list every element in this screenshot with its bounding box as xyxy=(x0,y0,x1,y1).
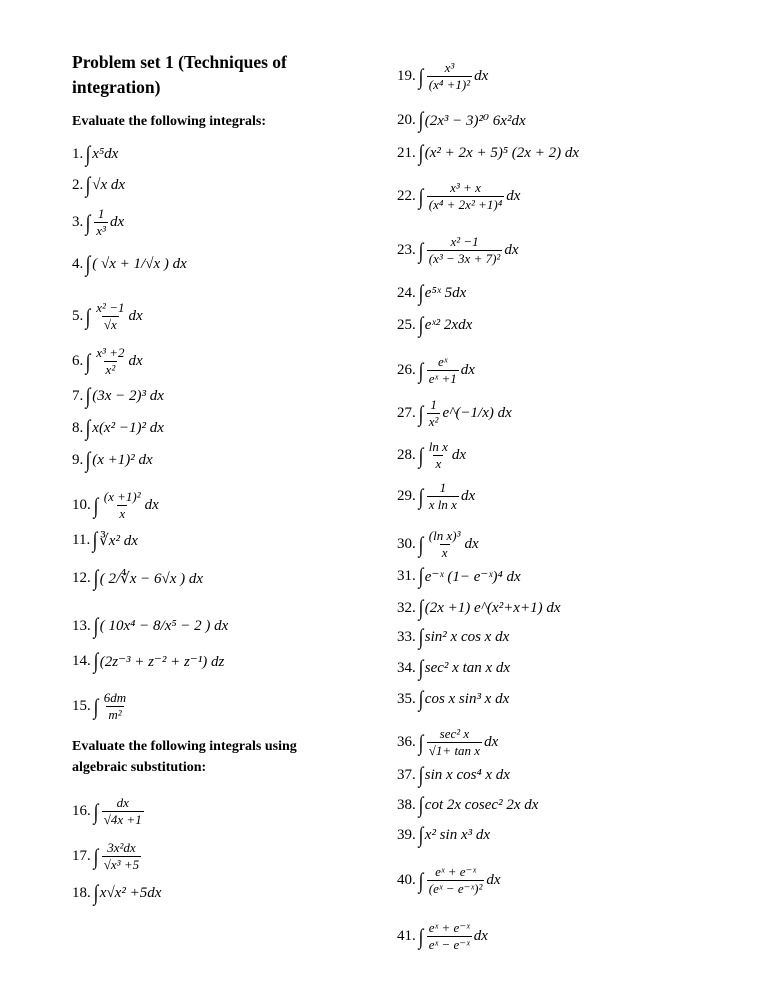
integral-sign-icon: ∫ xyxy=(418,655,424,680)
problem-number: 18. xyxy=(72,884,91,901)
denominator: (x⁴ +1)² xyxy=(428,77,471,92)
problem-number: 34. xyxy=(397,659,416,676)
integrand: dx xyxy=(474,68,489,84)
integrand: x(x² −1)² dx xyxy=(92,419,164,436)
integral-sign-icon: ∫ xyxy=(93,565,99,590)
problem-18 xyxy=(72,882,161,904)
fraction xyxy=(427,920,472,953)
integrand: dx xyxy=(460,362,475,378)
problem-31 xyxy=(397,565,521,587)
numerator: 1 xyxy=(439,480,447,495)
integral-sign-icon: ∫ xyxy=(93,492,99,518)
numerator: x³ +2 xyxy=(96,345,125,360)
problem-26 xyxy=(397,354,475,387)
fraction xyxy=(427,234,503,267)
problem-36 xyxy=(397,726,498,759)
problem-number: 25. xyxy=(397,316,416,333)
numerator: ln x xyxy=(428,439,448,454)
numerator: 6dm xyxy=(103,690,127,705)
problem-12 xyxy=(72,567,203,589)
problem-number: 27. xyxy=(397,405,416,421)
problem-5 xyxy=(72,300,143,333)
problem-number: 29. xyxy=(397,488,416,504)
problem-2 xyxy=(72,174,125,196)
problem-number: 9. xyxy=(72,451,84,468)
integrand: x² sin x³ dx xyxy=(424,826,491,843)
problem-number: 24. xyxy=(397,284,416,301)
integral-sign-icon: ∫ xyxy=(85,172,91,197)
problem-4 xyxy=(72,253,187,275)
problem-number: 41. xyxy=(397,928,416,944)
problem-number: 12. xyxy=(72,569,91,586)
fraction xyxy=(427,397,441,430)
numerator: 3x²dx xyxy=(107,840,136,855)
problem-number: 31. xyxy=(397,567,416,584)
fraction xyxy=(94,345,126,378)
integral-sign-icon: ∫ xyxy=(93,843,99,869)
denominator: x xyxy=(435,456,442,471)
problem-15 xyxy=(72,690,130,723)
integral-sign-icon: ∫ xyxy=(418,624,424,649)
integral-sign-icon: ∫ xyxy=(93,798,99,824)
integral-sign-icon: ∫ xyxy=(85,251,91,276)
integrand: sin² x cos x dx xyxy=(424,628,510,645)
integrand: dx xyxy=(464,536,479,552)
integral-sign-icon: ∫ xyxy=(418,595,424,620)
integral-sign-icon: ∫ xyxy=(418,237,424,263)
problem-number: 8. xyxy=(72,419,84,436)
problem-25 xyxy=(397,314,472,336)
integral-sign-icon: ∫ xyxy=(418,140,424,165)
denominator: eˣ − e⁻ˣ xyxy=(428,937,470,952)
section-heading-substitution: Evaluate the following integrals using algebraic substitution: xyxy=(72,739,297,775)
integral-sign-icon: ∫ xyxy=(92,527,98,552)
integrand: x√x² +5dx xyxy=(99,884,162,901)
fraction xyxy=(102,840,141,873)
fraction xyxy=(102,489,143,522)
problem-number: 38. xyxy=(397,796,416,813)
fraction xyxy=(427,726,482,759)
integrand: dx xyxy=(486,872,501,888)
integral-sign-icon: ∫ xyxy=(93,693,99,719)
problem-10 xyxy=(72,489,159,522)
integrand: dx xyxy=(128,308,143,324)
integral-sign-icon: ∫ xyxy=(418,867,424,893)
denominator: x xyxy=(441,545,448,560)
integrand: sin x cos⁴ x dx xyxy=(424,766,510,783)
integrand: cos x sin³ x dx xyxy=(424,690,510,707)
problem-number: 19. xyxy=(397,68,416,84)
numerator: x² −1 xyxy=(450,234,479,249)
integral-sign-icon: ∫ xyxy=(418,107,424,132)
problem-30 xyxy=(397,528,479,561)
denominator: √1+ tan x xyxy=(428,743,481,758)
integral-sign-icon: ∫ xyxy=(418,312,424,337)
problem-number: 10. xyxy=(72,497,91,513)
integrand: dx xyxy=(473,928,488,944)
problem-number: 20. xyxy=(397,111,416,128)
integrand: dx xyxy=(451,447,467,463)
integrand: (2x³ − 3)²⁰ 6x²dx xyxy=(424,112,526,129)
integrand: dx xyxy=(506,188,521,204)
integral-sign-icon: ∫ xyxy=(418,357,424,383)
fraction xyxy=(427,354,459,387)
problem-32 xyxy=(397,597,561,619)
denominator: eˣ +1 xyxy=(428,371,457,386)
problem-14 xyxy=(72,650,224,672)
denominator: √x xyxy=(103,317,117,332)
problem-16 xyxy=(72,795,146,828)
problem-number: 11. xyxy=(72,531,91,548)
integrand: (2x +1) e^(x²+x+1) dx xyxy=(424,599,561,616)
numerator: 1 xyxy=(97,206,105,221)
integral-sign-icon: ∫ xyxy=(85,383,91,408)
integrand: (3x − 2)³ dx xyxy=(92,387,164,404)
problem-35 xyxy=(397,688,509,710)
denominator: (x³ − 3x + 7)² xyxy=(428,251,501,266)
problem-38 xyxy=(397,794,538,816)
problem-number: 14. xyxy=(72,652,91,669)
integral-sign-icon: ∫ xyxy=(418,686,424,711)
fraction xyxy=(427,439,450,472)
problem-number: 23. xyxy=(397,242,416,258)
integrand: cot 2x cosec² 2x dx xyxy=(424,796,539,813)
numerator: x³ xyxy=(444,60,455,75)
problem-number: 1. xyxy=(72,145,84,162)
problem-number: 22. xyxy=(397,188,416,204)
problem-number: 21. xyxy=(397,144,416,161)
problem-number: 6. xyxy=(72,353,84,369)
problem-37 xyxy=(397,764,510,786)
integral-sign-icon: ∫ xyxy=(85,141,91,166)
denominator: x² xyxy=(428,414,439,429)
fraction xyxy=(427,480,459,513)
denominator: x² xyxy=(105,362,116,377)
integral-sign-icon: ∫ xyxy=(85,447,91,472)
problem-24 xyxy=(397,282,466,304)
numerator: x³ + x xyxy=(450,180,481,195)
integrand: dx xyxy=(109,214,125,230)
integral-sign-icon: ∫ xyxy=(85,209,91,235)
integral-sign-icon: ∫ xyxy=(85,348,91,374)
fraction xyxy=(94,300,126,333)
fraction xyxy=(102,690,128,723)
denominator: x³ xyxy=(96,223,106,238)
numerator: 1 xyxy=(430,397,437,412)
numerator: dx xyxy=(116,795,129,810)
problem-number: 30. xyxy=(397,536,416,552)
problem-number: 39. xyxy=(397,826,416,843)
integrand: dx xyxy=(484,734,499,750)
fraction xyxy=(94,206,108,239)
numerator: eˣ + e⁻ˣ xyxy=(435,864,477,879)
problem-23 xyxy=(397,234,519,267)
integrand: x⁵dx xyxy=(92,145,119,162)
integrand: e⁵ˣ 5dx xyxy=(424,284,467,301)
integral-sign-icon: ∫ xyxy=(418,400,424,426)
numerator: x² −1 xyxy=(96,300,125,315)
integrand: (2z⁻³ + z⁻² + z⁻¹) dz xyxy=(99,653,225,670)
denominator: x ln x xyxy=(428,497,457,512)
integral-sign-icon: ∫ xyxy=(418,483,424,509)
problem-28 xyxy=(397,439,466,472)
problem-34 xyxy=(397,657,510,679)
problem-40 xyxy=(397,864,501,897)
integral-sign-icon: ∫ xyxy=(85,303,91,329)
fraction xyxy=(427,60,472,93)
integrand: ( 10x⁴ − 8/x⁵ − 2 ) dx xyxy=(99,617,229,634)
integrand: ∛x² dx xyxy=(99,532,138,549)
problem-number: 5. xyxy=(72,308,84,324)
integral-sign-icon: ∫ xyxy=(93,880,99,905)
problem-number: 15. xyxy=(72,698,91,714)
fraction xyxy=(427,180,504,213)
numerator: eˣ xyxy=(438,354,448,369)
integral-sign-icon: ∫ xyxy=(418,183,424,209)
integral-sign-icon: ∫ xyxy=(418,762,424,787)
integral-sign-icon: ∫ xyxy=(93,613,99,638)
fraction xyxy=(427,528,463,561)
integrand: (x² + 2x + 5)⁵ (2x + 2) dx xyxy=(424,144,579,161)
problem-27 xyxy=(397,397,512,430)
integrand: dx xyxy=(144,497,159,513)
integral-sign-icon: ∫ xyxy=(418,531,424,557)
integrand: ( 2/∜x − 6√x ) dx xyxy=(99,570,204,587)
problem-number: 2. xyxy=(72,176,84,193)
problem-9 xyxy=(72,449,153,471)
problem-number: 17. xyxy=(72,848,91,864)
problem-number: 3. xyxy=(72,214,84,230)
integrand: dx xyxy=(460,488,476,504)
integral-sign-icon: ∫ xyxy=(93,648,99,673)
problem-number: 32. xyxy=(397,599,416,616)
problem-7 xyxy=(72,385,164,407)
problem-29 xyxy=(397,480,475,513)
integral-sign-icon: ∫ xyxy=(418,442,424,468)
denominator: (x⁴ + 2x² +1)⁴ xyxy=(428,197,503,212)
denominator: x xyxy=(119,506,126,521)
integral-sign-icon: ∫ xyxy=(418,729,424,755)
problem-21 xyxy=(397,142,579,164)
problem-8 xyxy=(72,417,164,439)
section-heading: Evaluate the following integrals: xyxy=(72,114,267,129)
page-title: Problem set 1 (Techniques of integration) xyxy=(72,52,287,97)
problem-39 xyxy=(397,824,490,846)
numerator: (ln x)³ xyxy=(428,528,461,543)
problem-number: 13. xyxy=(72,617,91,634)
denominator: √4x +1 xyxy=(103,812,142,827)
integrand: ( √x + 1/√x ) dx xyxy=(92,255,187,272)
integral-sign-icon: ∫ xyxy=(418,923,424,949)
problem-19 xyxy=(397,60,488,93)
problem-number: 7. xyxy=(72,387,84,404)
problem-41 xyxy=(397,920,488,953)
denominator: (eˣ − e⁻ˣ)² xyxy=(428,881,483,896)
fraction xyxy=(102,795,144,828)
denominator: √x³ +5 xyxy=(103,857,140,872)
problem-number: 16. xyxy=(72,803,91,819)
problem-3 xyxy=(72,206,124,239)
problem-number: 26. xyxy=(397,362,416,378)
integrand: dx xyxy=(504,242,519,258)
denominator: m² xyxy=(108,707,122,722)
problem-number: 35. xyxy=(397,690,416,707)
integrand: sec² x tan x dx xyxy=(424,659,511,676)
numerator: sec² x xyxy=(439,726,470,741)
numerator: eˣ + e⁻ˣ xyxy=(428,920,470,935)
problem-number: 37. xyxy=(397,766,416,783)
integrand: e^(−1/x) dx xyxy=(442,405,512,421)
problem-number: 36. xyxy=(397,734,416,750)
integrand: eˣ² 2xdx xyxy=(424,316,473,333)
problem-11 xyxy=(72,529,138,551)
integrand: dx xyxy=(128,353,143,369)
numerator: (x +1)² xyxy=(103,489,141,504)
problem-1 xyxy=(72,143,118,165)
problem-number: 28. xyxy=(397,447,416,463)
integral-sign-icon: ∫ xyxy=(418,280,424,305)
integral-sign-icon: ∫ xyxy=(85,415,91,440)
integral-sign-icon: ∫ xyxy=(418,63,424,89)
problem-number: 40. xyxy=(397,872,416,888)
problem-20 xyxy=(397,109,526,131)
problem-13 xyxy=(72,615,228,637)
problem-number: 4. xyxy=(72,255,84,272)
integral-sign-icon: ∫ xyxy=(418,822,424,847)
integral-sign-icon: ∫ xyxy=(418,563,424,588)
integrand: e⁻ˣ (1− e⁻ˣ)⁴ dx xyxy=(424,568,521,585)
integrand: (x +1)² dx xyxy=(92,451,153,468)
integral-sign-icon: ∫ xyxy=(418,792,424,817)
problem-17 xyxy=(72,840,143,873)
problem-6 xyxy=(72,345,143,378)
problem-33 xyxy=(397,626,509,648)
integrand: √x dx xyxy=(92,176,126,193)
fraction xyxy=(427,864,485,897)
problem-number: 33. xyxy=(397,628,416,645)
problem-22 xyxy=(397,180,520,213)
